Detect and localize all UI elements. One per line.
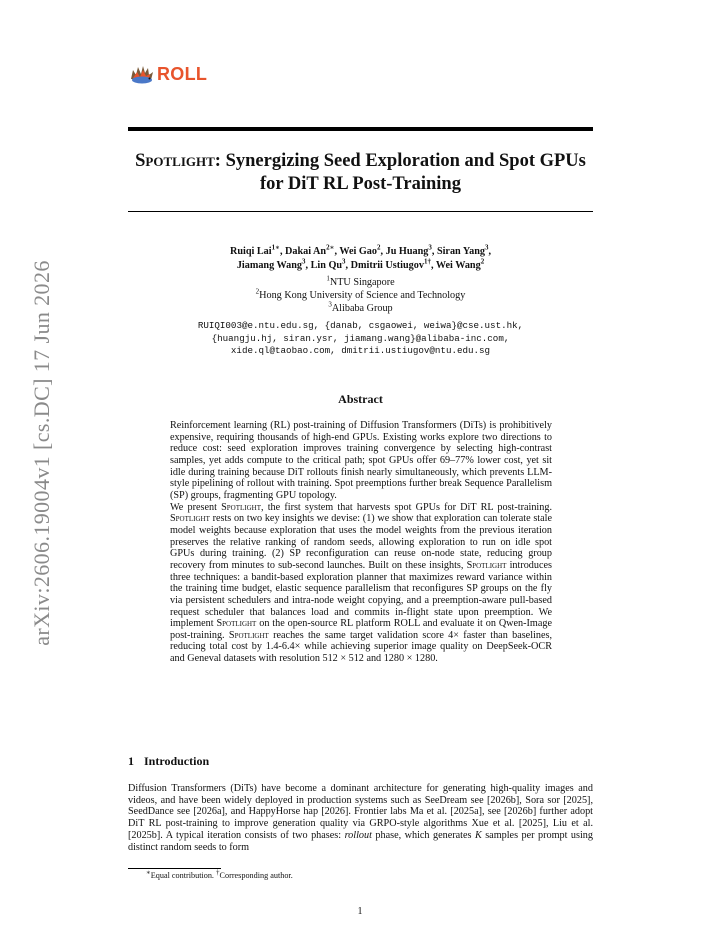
footnote-text: Corresponding author. <box>219 871 293 880</box>
author-affiliation-mark: 2 <box>377 243 381 252</box>
affiliation-mark: 1 <box>326 274 330 283</box>
footnote-mark: ∗ <box>146 868 151 877</box>
page-number: 1 <box>357 906 363 917</box>
paper-title <box>128 150 593 196</box>
author-affiliation-mark: 1† <box>423 257 431 266</box>
section-number: 1 <box>128 754 134 768</box>
title-rule-top <box>128 127 593 131</box>
author-name: Ruiqi Lai <box>229 246 272 257</box>
title-rule-bottom <box>128 211 593 212</box>
author-affiliation-mark: 3 <box>484 243 489 252</box>
affiliation-name: Hong Kong University of Science and Technology <box>259 290 466 301</box>
affiliation <box>128 302 593 315</box>
author-name: Wei Wang <box>435 260 481 271</box>
author-affiliation-mark: 2 <box>480 257 485 266</box>
author-name: Dmitrii Ustiugov <box>350 260 424 271</box>
roll-logo <box>128 63 207 85</box>
email-line: {huangju.hj, siran.ysr, jiamang.wang}@alibaba-inc.com, <box>211 332 510 344</box>
affiliation <box>128 276 593 289</box>
author-name: Jiamang Wang <box>236 260 303 271</box>
author-affiliation-mark: 3 <box>342 257 346 266</box>
introduction-text <box>128 783 593 853</box>
author-name: Lin Qu <box>310 260 343 271</box>
emphasis: K <box>474 829 482 841</box>
footnote-text: Equal contribution. <box>150 871 217 880</box>
intro-paragraph-1: Diffusion Transformers (DiTs) have become a dominant architecture for generating high-quality images and videos, and have been widely deployed in production systems such as SeeDream see [2026b], Sora sor [2025], SeedDance see [2026a], and HappyHorse hap [2026]. Frontier labs Ma et al. [2025a], see [2026b] further adopt DiT RL post-training to improve generation quality via GRPO-style algorithms Xue et al. [2025], Liu et al. [2025b]. A typical iteration consists of two phases: rollout phase, which generates K samples per prompt using distinct random seeds to form <box>128 783 593 853</box>
author-name: Wei Gao <box>339 246 377 257</box>
footnote-mark: † <box>216 868 220 877</box>
author-affiliation-mark: 2∗ <box>326 243 335 252</box>
abstract-paragraph-2: We present Spotlight, the first system that harvests spot GPUs for DiT RL post-training. Spotlight rests on two key insights we devise: (1) we show that exploration can tolerate stale model weights because exploration that uses the model weights from the previous iteration preserves the relative ranking of random seeds, allowing exploration to run on idle spot GPUs during training. (2) SP reconfiguration can reuse on-node state, reducing group recovery from minutes to sub-second launches. Built on these insights, Spotlight introduces three techniques: a bandit-based exploration planner that maximizes reward variance within the training time budget, elastic sequence parallelism that reconfigures SP groups on the fly via persistent schedulers and intra-node weight copying, and a preemption-aware pull-based request scheduler that balances load and commits in-flight state upon preemption. We implement Spotlight on the open-source RL platform ROLL and evaluate it on Qwen-Image post-training. Spotlight reaches the same target validation score 4× faster than baselines, reducing total cost by 1.4-6.4× while achieving superior image quality on DeepSeek-OCR and Geneval datasets with resolution 512 × 512 and 1280 × 1280. <box>170 501 553 665</box>
emphasis: rollout <box>344 829 372 841</box>
footnote <box>146 868 293 880</box>
system-name: Spotlight <box>135 151 215 171</box>
email-list <box>128 320 593 358</box>
author-affiliation-mark: 1∗ <box>271 243 280 252</box>
system-name: Spotlight <box>216 618 257 630</box>
email-line: RUIQI003@e.ntu.edu.sg, {danab, csgaowei, weiwa}@cse.ust.hk, <box>197 320 524 331</box>
author-name: Siran Yang <box>436 246 485 257</box>
affiliation-mark: 3 <box>328 300 332 309</box>
hedgehog-logo-icon <box>128 63 156 85</box>
affiliation-mark: 2 <box>255 287 260 296</box>
abstract-heading: Abstract <box>338 392 383 406</box>
system-name: Spotlight <box>228 629 269 641</box>
section-heading <box>128 754 209 769</box>
section-title: Introduction <box>144 754 210 768</box>
author-affiliation-mark: 3 <box>302 257 306 266</box>
affiliation-name: NTU Singapore <box>329 277 395 288</box>
system-name: Spotlight <box>170 513 210 525</box>
logo-text: ROLL <box>157 63 208 84</box>
arxiv-stamp: arXiv:2606.19004v1 [cs.DC] 17 Jun 2026 <box>29 260 54 646</box>
author-name: Ju Huang <box>385 246 429 257</box>
abstract-paragraph-1: Reinforcement learning (RL) post-training of Diffusion Transformers (DiTs) is prohibitively expensive, requiring thousands of high-end GPUs. Existing works explore two directions to reduce cost: seed exploration improves training convergence by selecting high-contrast samples, yet adds compute to the critical path; spot GPUs offer 69–77% lower cost, yet sit idle during training because DiT rollouts finish nearly simultaneously, which prevents LLM-style pipelining of rollout with training. Spot preemptions further break Sequence Parallelism (SP) groups, fragmenting GPU topology. <box>170 420 552 501</box>
author-affiliation-mark: 3 <box>428 243 432 252</box>
affiliation <box>128 289 593 302</box>
affiliation-list <box>128 276 593 315</box>
system-name: Spotlight <box>466 559 507 571</box>
author-name: Dakai An <box>285 246 327 257</box>
system-name: Spotlight <box>221 501 261 513</box>
affiliation-name: Alibaba Group <box>331 303 393 314</box>
author-list: Ruiqi Lai$^{1∗}$, Dakai $An^{2∗}$, Wei Gao$^2$, Ju Huang$^3$, Siran Yang$^3$, Jiamang Wang$^3$, Lin Qu$^3$, Dmitrii Ustiugov$^{1\dagger}$, Wei Wang$^2$ <box>229 243 492 271</box>
footnote-rule <box>128 868 221 869</box>
title-rest: : Synergizing Seed Exploration and Spot GPUs for DiT RL Post-Training <box>214 151 586 194</box>
abstract <box>170 420 552 665</box>
email-line: xide.ql@taobao.com, dmitrii.ustiugov@ntu.edu.sg <box>230 345 491 356</box>
